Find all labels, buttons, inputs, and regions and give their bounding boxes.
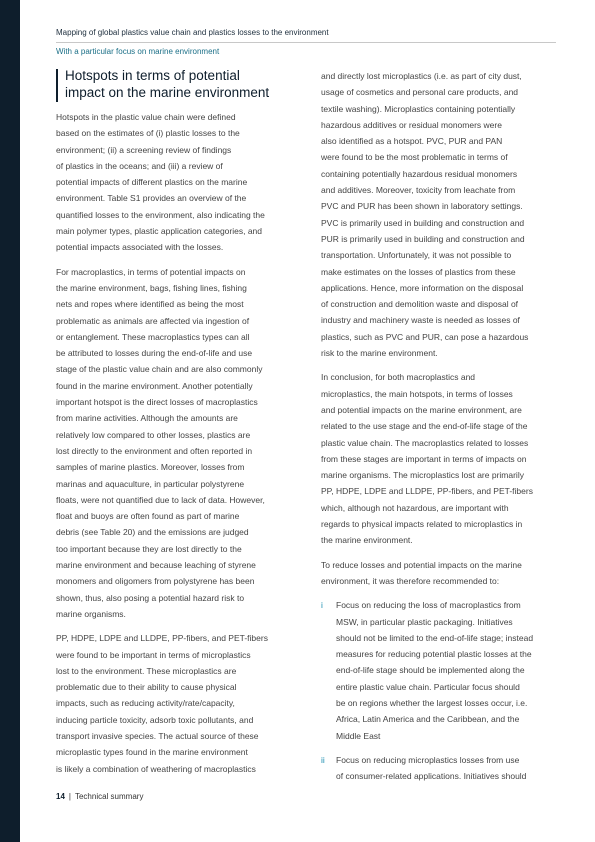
section-heading-line: impact on the marine environment	[65, 84, 270, 100]
text-line: too important because they are lost directly to the	[56, 543, 242, 554]
page-number: 14	[56, 792, 65, 801]
text-line: make estimates on the losses of plastics from these	[321, 266, 516, 277]
text-line: problematic due to their ability to cause physical	[56, 682, 237, 693]
body-paragraph	[321, 557, 547, 590]
body-paragraph	[56, 630, 282, 777]
text-line: monomers and oligomers from polystyrene has been	[56, 576, 255, 587]
body-paragraph	[321, 369, 547, 548]
text-line: marine environment and because leaching of styrene	[56, 560, 256, 571]
text-line: entire plastic value chain. Particular focus should	[336, 681, 520, 692]
header-divider	[56, 42, 556, 43]
text-line: of plastics in the oceans; and (iii) a review of	[56, 160, 223, 171]
recommendation-item	[321, 752, 547, 785]
text-line: main polymer types, plastic application categories, and	[56, 226, 262, 237]
text-line: transport invasive species. The actual source of these	[56, 730, 259, 741]
text-line: from marine activities. Although the amounts are	[56, 413, 238, 424]
text-line: problematic as animals are affected via ingestion of	[56, 315, 250, 326]
text-line: marinas and aquaculture, in particular polystyrene	[56, 478, 245, 489]
text-line: potential impacts of different plastics on the marine	[56, 177, 248, 188]
text-line: debris (see Table 20) and the emissions are judged	[56, 527, 249, 538]
text-line: PP, HDPE, LDPE and LLDPE, PP-fibers, and PET-fibers	[321, 486, 533, 497]
text-line: floats, were not quantified due to lack of data. However,	[56, 494, 265, 505]
text-line: Middle East	[336, 730, 381, 741]
text-line: Focus on reducing the loss of macroplastics from	[336, 600, 521, 611]
text-line: microplastics, the main hotspots, in terms of losses	[321, 388, 513, 399]
text-line: To reduce losses and potential impacts on the marine	[321, 559, 522, 570]
side-bar	[0, 0, 20, 842]
text-line: Africa, Latin America and the Caribbean, and the	[336, 714, 520, 725]
text-line: of consumer-related applications. Initiatives should	[336, 771, 527, 782]
text-line: potential impacts associated with the losses.	[56, 242, 224, 253]
text-line: In conclusion, for both macroplastics and	[321, 372, 476, 383]
recommendation-list	[321, 597, 547, 784]
text-line: regards to physical impacts related to microplastics in	[321, 519, 523, 530]
text-line: usage of cosmetics and personal care products, and	[321, 87, 519, 98]
text-line: plastic value chain. The macroplastics related to losses	[321, 437, 529, 448]
text-line: textile washing). Microplastics containing potentially	[321, 103, 516, 114]
document-subtitle: With a particular focus on marine environment	[56, 47, 220, 56]
text-line: PP, HDPE, LDPE and LLDPE, PP-fibers, and PET-fibers	[56, 633, 268, 644]
text-line: inducing particle toxicity, adsorb toxic pollutants, and	[56, 714, 254, 725]
text-line: were found to be the most problematic in terms of	[321, 152, 508, 163]
section-heading	[56, 68, 282, 101]
text-line: based on the estimates of (i) plastic losses to the	[56, 128, 240, 139]
text-line: environment. Table S1 provides an overview of the	[56, 193, 247, 204]
text-line: important hotspot is the direct losses of macroplastics	[56, 397, 258, 408]
text-line: of construction and demolition waste and disposal of	[321, 299, 519, 310]
document-title: Mapping of global plastics value chain and plastics losses to the environment	[56, 28, 329, 37]
text-line: and additives. Moreover, toxicity from leachate from	[321, 185, 516, 196]
text-line: applications. Hence, more information on the disposal	[321, 282, 524, 293]
text-line: industry and machinery waste is needed as losses of	[321, 315, 520, 326]
page-footer	[56, 792, 143, 801]
text-line: lost directly to the environment and often reported in	[56, 445, 253, 456]
text-line: nets and ropes where identified as being the most	[56, 299, 244, 310]
text-line: the marine environment.	[321, 535, 413, 546]
text-line: be on regions whether the largest losses occur, i.e.	[336, 697, 528, 708]
text-line: shown, thus, also posing a potential hazard risk to	[56, 592, 245, 603]
text-line: risk to the marine environment.	[321, 348, 438, 359]
text-line: environment; (ii) a screening review of findings	[56, 144, 232, 155]
text-line: from these stages are important in terms of impacts on	[321, 453, 527, 464]
text-line: impacts, such as reducing activity/rate/capacity,	[56, 698, 235, 709]
text-line: environment, it was therefore recommended to:	[321, 575, 500, 586]
text-line: which, although not hazardous, are important with	[321, 502, 509, 513]
text-line: PVC is primarily used in building and construction and	[321, 217, 525, 228]
text-line: found in the marine environment. Another potentially	[56, 380, 253, 391]
text-line: marine organisms.	[56, 608, 126, 619]
section-heading-line: Hotspots in terms of potential	[65, 68, 240, 83]
text-line: end-of-life stage should be implemented along the	[336, 665, 525, 676]
text-line: were found to be important in terms of microplastics	[56, 649, 251, 660]
text-line: PVC and PUR has been shown in laboratory settings.	[321, 201, 523, 212]
text-line: or entanglement. These macroplastics types can all	[56, 331, 250, 342]
body-paragraph	[56, 264, 282, 623]
list-marker: i	[321, 600, 323, 611]
text-line: and potential impacts on the marine environment, are	[321, 404, 522, 415]
text-line: containing potentially hazardous residual monomers	[321, 168, 518, 179]
recommendation-item	[321, 597, 547, 744]
text-line: is likely a combination of weathering of macroplastics	[56, 763, 256, 774]
body-paragraph	[56, 109, 282, 256]
text-line: quantified losses to the environment, also indicating the	[56, 209, 265, 220]
text-line: marine organisms. The microplastics lost are primarily	[321, 470, 524, 481]
text-line: and directly lost microplastics (i.e. as part of city dust,	[321, 71, 522, 81]
text-line: related to the use stage and the end-of-life stage of the	[321, 421, 528, 432]
right-column	[321, 68, 547, 792]
text-line: transportation. Unfortunately, it was not possible to	[321, 250, 512, 261]
left-column	[56, 68, 282, 785]
body-paragraph	[321, 68, 547, 361]
text-line: also identified as a hotspot. PVC, PUR and PAN	[321, 136, 503, 147]
text-line: measures for reducing potential plastic losses at the	[336, 649, 532, 660]
text-line: For macroplastics, in terms of potential impacts on	[56, 266, 246, 277]
text-line: MSW, in particular plastic packaging. Initiatives	[336, 616, 513, 627]
text-line: microplastic types found in the marine environment	[56, 747, 248, 758]
text-line: hazardous additives or residual monomers were	[321, 119, 502, 130]
text-line: relatively low compared to other losses, plastics are	[56, 429, 251, 440]
running-header	[56, 27, 556, 58]
text-line: plastics, such as PVC and PUR, can pose a hazardous	[321, 331, 529, 342]
text-line: Hotspots in the plastic value chain were defined	[56, 112, 236, 122]
text-line: be attributed to losses during the end-of-life and use	[56, 348, 253, 359]
list-marker: ii	[321, 754, 325, 765]
text-line: the marine environment, bags, fishing lines, fishing	[56, 282, 247, 293]
text-line: lost to the environment. These microplastics are	[56, 665, 237, 676]
text-line: should not be limited to the end-of-life stage; instead	[336, 632, 534, 643]
footer-section-label: Technical summary	[74, 792, 144, 801]
footer-separator: |	[68, 792, 71, 801]
text-line: Focus on reducing microplastics losses from use	[336, 754, 520, 765]
text-line: PUR is primarily used in building and construction and	[321, 233, 525, 244]
text-line: samples of marine plastics. Moreover, losses from	[56, 462, 245, 473]
text-line: stage of the plastic value chain and are also commonly	[56, 364, 263, 375]
text-line: float and buoys are often found as part of marine	[56, 511, 240, 522]
